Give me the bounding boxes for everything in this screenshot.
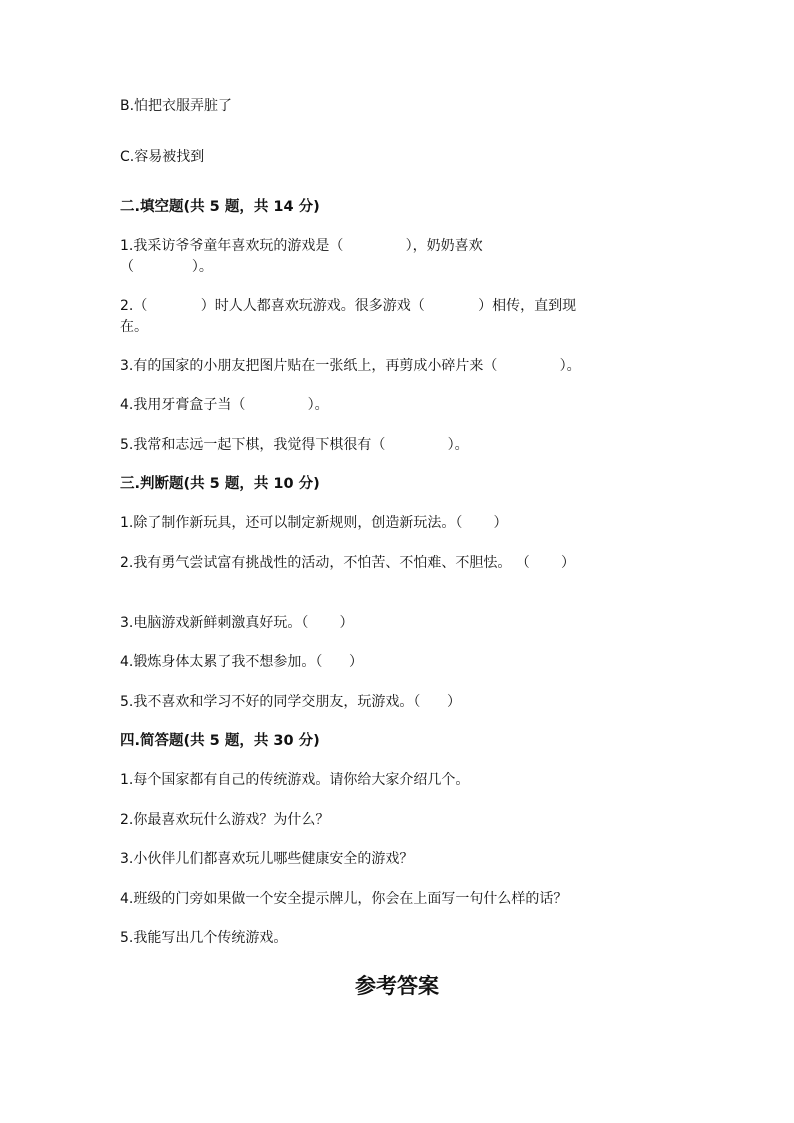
question-text: 4.锻炼身体太累了我不想参加。（ ） [120,654,364,670]
option-c: C.容易被找到 [120,149,205,165]
section-heading-short-answer: 四.简答题(共 5 题，共 30 分) [120,733,320,749]
question-text: 2.（ ）时人人都喜欢玩游戏。很多游戏（ ）相传，直到现 [120,298,577,314]
question-text: 2.我有勇气尝试富有挑战性的活动，不怕苦、不怕难、不胆怯。 （ ） [120,555,575,571]
question-text: 2.你最喜欢玩什么游戏？为什么？ [120,812,330,828]
question-text: 1.除了制作新玩具，还可以制定新规则，创造新玩法。（ ） [120,515,508,531]
question-text: （ ）。 [120,259,213,275]
question-text: 5.我不喜欢和学习不好的同学交朋友，玩游戏。（ ） [120,694,462,710]
question-text: 3.小伙伴儿们都喜欢玩儿哪些健康安全的游戏？ [120,851,414,867]
question-text: 4.我用牙膏盒子当（ ）。 [120,397,329,413]
option-b: B.怕把衣服弄脏了 [120,98,233,114]
question-text: 5.我能写出几个传统游戏。 [120,930,288,946]
question-text: 4.班级的门旁如果做一个安全提示牌儿，你会在上面写一句什么样的话？ [120,891,568,907]
question-text: 3.有的国家的小朋友把图片贴在一张纸上，再剪成小碎片来（ ）。 [120,358,581,374]
answers-title: 参考答案 [355,973,439,998]
question-text: 5.我常和志远一起下棋，我觉得下棋很有（ ）。 [120,437,469,453]
question-text: 3.电脑游戏新鲜刺激真好玩。（ ） [120,615,354,631]
section-heading-fill-blank: 二.填空题(共 5 题，共 14 分) [120,199,320,215]
question-text: 1.我采访爷爷童年喜欢玩的游戏是（ ），奶奶喜欢 [120,238,483,254]
question-text: 在。 [120,319,148,335]
question-text: 1.每个国家都有自己的传统游戏。请你给大家介绍几个。 [120,772,470,788]
section-heading-true-false: 三.判断题(共 5 题，共 10 分) [120,476,320,492]
